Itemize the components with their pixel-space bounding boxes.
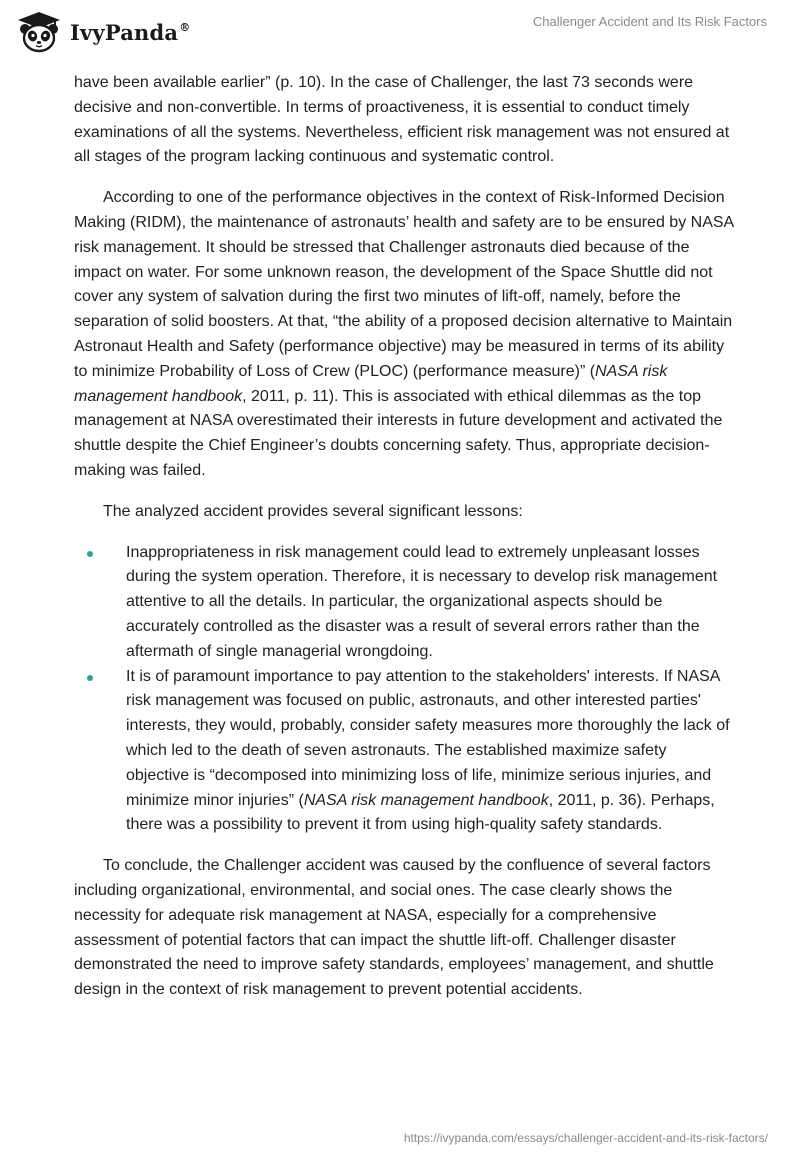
page-header [0,0,800,64]
panda-graduate-icon [14,10,64,54]
list-item: It is of paramount importance to pay attention to the stakeholders' interests. If NASA risk management was focused on public, astronauts, and other interested parties' interests, they would, probably, consider safety measures more thoroughly the lack of which led to the death of seven astronauts. The established maximize safety objective is “decomposed into minimizing loss of life, minimize serious injuries, and minimize minor injuries” (NASA risk management handbook, 2011, p. 36). Perhaps, there was a possibility to prevent it from using high-quality safety standards. [74,665,734,839]
bullet-icon [87,675,93,681]
document-title: Challenger Accident and Its Risk Factors [532,14,767,29]
lessons-list [74,541,734,839]
paragraph-continuation: have been available earlier” (p. 10). In the case of Challenger, the last 73 seconds were decisive and non-convertible. In terms of proactiveness, it is essential to conduct timely examinations of all the systems. Nevertheless, efficient risk management was not ensured at all stages of the program lacking continuous and systematic control. [74,74,730,166]
citation-title: NASA risk management handbook [303,791,549,809]
paragraph-lessons-intro: The analyzed accident provides several significant lessons: [103,502,523,520]
source-url-link[interactable]: https://ivypanda.com/essays/challenger-accident-and-its-risk-factors/ [403,1131,768,1145]
bullet-icon [87,551,93,557]
brand-name: IvyPanda® [70,19,191,45]
paragraph-conclusion: To conclude, the Challenger accident was caused by the confluence of several factors including organizational, environmental, and social ones. The case clearly shows the necessity for adequate risk management at NASA, especially for a comprehensive assessment of potential factors that can impact the shuttle lift-off. Challenger disaster demonstrated the need to improve safety standards, employees’ management, and shuttle design in the context of risk management to prevent potential accidents. [74,857,714,999]
essay-body [74,71,734,1019]
registered-mark: ® [179,20,191,34]
citation-title: NASA risk management handbook [74,362,668,405]
paragraph-ridm: According to one of the performance objectives in the context of Risk-Informed Decision Making (RIDM), the maintenance of astronauts’ health and safety are to be ensured by NASA risk management. It should be stressed that Challenger astronauts died because of the impact on water. For some unknown reason, the development of the Space Shuttle did not cover any system of salvation during the first two minutes of lift-off, namely, before the separation of solid boosters. At that, “the ability of a proposed decision alternative to Maintain Astronaut Health and Safety (performance objective) may be measured in terms of its ability to minimize Probability of Loss of Crew (PLOC) (performance measure)” (NASA risk management handbook, 2011, p. 11). This is associated with ethical dilemmas as the top management at NASA overestimated their interests in future development and activated the shuttle despite the Chief Engineer’s doubts concerning safety. Thus, appropriate decision-making was failed. [74,189,734,479]
brand-logo[interactable] [14,10,190,54]
list-item: Inappropriateness in risk management could lead to extremely unpleasant losses during the system operation. Therefore, it is necessary to develop risk management attentive to all the details. In particular, the organizational aspects should be accurately controlled as the disaster was a result of several errors rather than the aftermath of single managerial wrongdoing. [74,541,734,665]
